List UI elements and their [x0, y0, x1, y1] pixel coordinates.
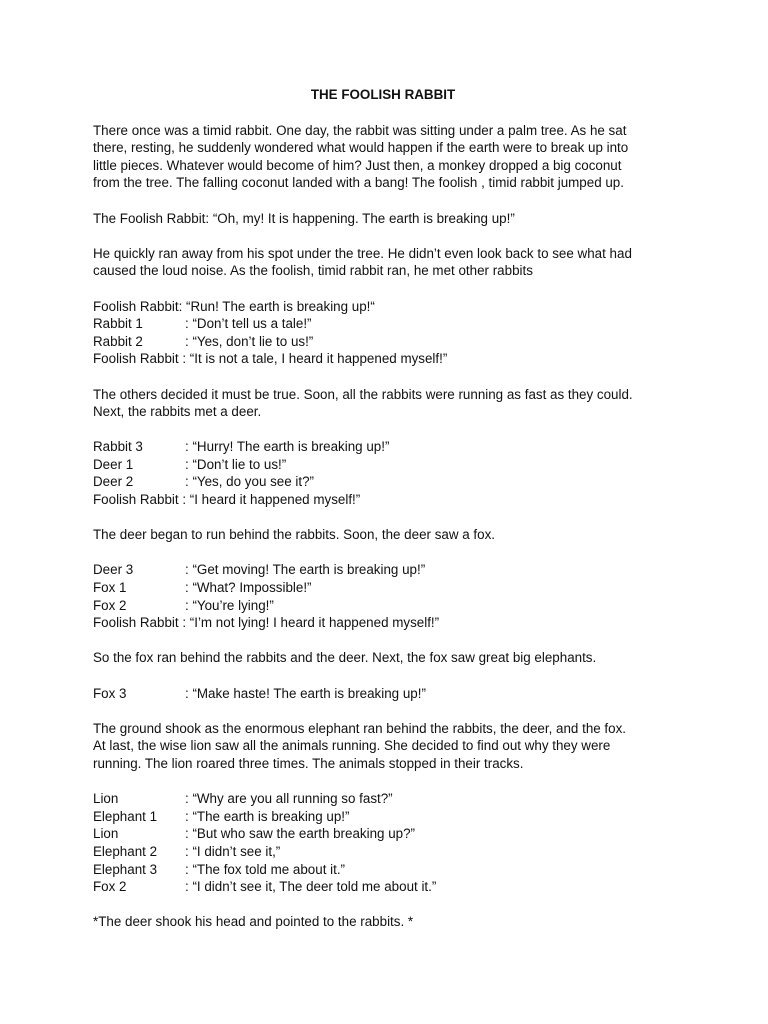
spoken-line: : “But who saw the earth breaking up?”: [185, 826, 416, 842]
paragraph-rabbit-exclaims: [93, 210, 673, 228]
speaker-name: Fox 2: [93, 879, 127, 895]
dialogue-line: [93, 350, 673, 368]
spoken-line: : “The earth is breaking up!”: [185, 808, 350, 824]
spoken-line: : “Hurry! The earth is breaking up!”: [185, 439, 390, 455]
spoken-line: : “The fox told me about it.”: [185, 861, 346, 877]
text-line: The others decided it must be true. Soon, all the rabbits were running as fast as they could.: [93, 386, 633, 402]
speaker-name: Foolish Rabbit:: [93, 298, 183, 314]
dialogue-fox: [93, 561, 673, 631]
spoken-line: : “Get moving! The earth is breaking up!”: [185, 562, 426, 578]
text-line: Next, the rabbits met a deer.: [93, 404, 262, 420]
document-title: THE FOOLISH RABBIT: [310, 87, 456, 102]
text-line: At last, the wise lion saw all the animals running. She decided to find out why they were: [93, 738, 611, 754]
text-line: running. The lion roared three times. The animals stopped in their tracks.: [93, 755, 524, 771]
text-line: from the tree. The falling coconut landed with a bang! The foolish , timid rabbit jumped up.: [93, 175, 624, 191]
speaker-name: Deer 3: [93, 562, 134, 578]
dialogue-line: [93, 456, 673, 474]
dialogue-lion: [93, 790, 673, 896]
text-line: *The deer shook his head and pointed to the rabbits. *: [93, 914, 414, 930]
text-line: caused the loud noise. As the foolish, timid rabbit ran, he met other rabbits: [93, 263, 533, 279]
spoken-line: “Run! The earth is breaking up!“: [182, 298, 375, 314]
spoken-line: : “You’re lying!”: [185, 597, 274, 613]
text-line: The ground shook as the enormous elephant ran behind the rabbits, the deer, and the fox.: [93, 720, 627, 736]
spoken-line: : “I didn’t see it, The deer told me about it.”: [185, 879, 437, 895]
paragraph-rabbit-runs: [93, 245, 673, 280]
dialogue-line: [93, 315, 673, 333]
speaker-name: Fox 1: [93, 580, 127, 596]
text-line: There once was a timid rabbit. One day, the rabbit was sitting under a palm tree. As he sat: [93, 122, 627, 138]
dialogue-line: [93, 597, 673, 615]
speaker-name: Fox 3: [93, 685, 127, 701]
speaker-name: Rabbit 1: [93, 316, 143, 332]
speaker-name: Elephant 1: [93, 808, 158, 824]
dialogue-line: [93, 561, 673, 579]
speaker-name: Foolish Rabbit: [93, 615, 179, 631]
speaker-name: Rabbit 2: [93, 333, 143, 349]
speaker-name: Elephant 2: [93, 843, 158, 859]
speaker-name: Foolish Rabbit: [93, 351, 179, 367]
speaker-name: Lion: [93, 791, 119, 807]
dialogue-line: [93, 843, 673, 861]
paragraph-meet-deer: [93, 386, 673, 421]
speaker-name: Deer 2: [93, 474, 134, 490]
spoken-line: : “Yes, do you see it?”: [185, 474, 315, 490]
dialogue-line: [93, 579, 673, 597]
dialogue-line: [93, 808, 673, 826]
text-line: little pieces. Whatever would become of him? Just then, a monkey dropped a big coconut: [93, 157, 622, 173]
speaker-name: Lion: [93, 826, 119, 842]
speaker-name: Deer 1: [93, 456, 134, 472]
text-line: The deer began to run behind the rabbits. Soon, the deer saw a fox.: [93, 527, 495, 543]
paragraph-closing: [93, 913, 673, 931]
dialogue-line: [93, 790, 673, 808]
dialogue-line: [93, 473, 673, 491]
spoken-line: : “Why are you all running so fast?”: [185, 791, 393, 807]
spoken-line: : “It is not a tale, I heard it happened myself!”: [178, 351, 448, 367]
speaker-name: Fox 2: [93, 597, 127, 613]
dialogue-line: [93, 825, 673, 843]
dialogue-deer: [93, 438, 673, 508]
spoken-line: : “I’m not lying! I heard it happened myself!”: [178, 615, 440, 631]
speaker-name: Elephant 3: [93, 861, 158, 877]
spoken-line: : “I heard it happened myself!”: [178, 492, 361, 508]
dialogue-line: [93, 614, 673, 632]
paragraph-meet-elephants: [93, 649, 673, 667]
document-page: [93, 86, 673, 949]
paragraph-meet-fox: [93, 526, 673, 544]
dialogue-fox-3: [93, 685, 673, 703]
spoken-line: : “Don’t lie to us!”: [185, 456, 287, 472]
text-line: He quickly ran away from his spot under the tree. He didn’t even look back to see what had: [93, 245, 632, 261]
spoken-line: : “Don’t tell us a tale!”: [185, 316, 312, 332]
text-line: The Foolish Rabbit: “Oh, my! It is happening. The earth is breaking up!”: [93, 210, 515, 226]
spoken-line: : “Make haste! The earth is breaking up!”: [185, 685, 426, 701]
speaker-name: Rabbit 3: [93, 439, 143, 455]
dialogue-line: [93, 491, 673, 509]
dialogue-line: [93, 438, 673, 456]
spoken-line: : “What? Impossible!”: [185, 580, 312, 596]
dialogue-line: [93, 333, 673, 351]
speaker-name: Foolish Rabbit: [93, 492, 179, 508]
dialogue-line: [93, 861, 673, 879]
dialogue-rabbits: [93, 298, 673, 368]
text-line: there, resting, he suddenly wondered what would happen if the earth were to break up into: [93, 140, 629, 156]
dialogue-line: [93, 298, 673, 316]
paragraph-lion: [93, 720, 673, 773]
text-line: So the fox ran behind the rabbits and the deer. Next, the fox saw great big elephants.: [93, 650, 597, 666]
paragraph-intro: [93, 122, 673, 192]
dialogue-line: [93, 878, 673, 896]
spoken-line: : “Yes, don’t lie to us!”: [185, 333, 314, 349]
spoken-line: : “I didn’t see it,”: [185, 843, 281, 859]
dialogue-line: [93, 685, 673, 703]
